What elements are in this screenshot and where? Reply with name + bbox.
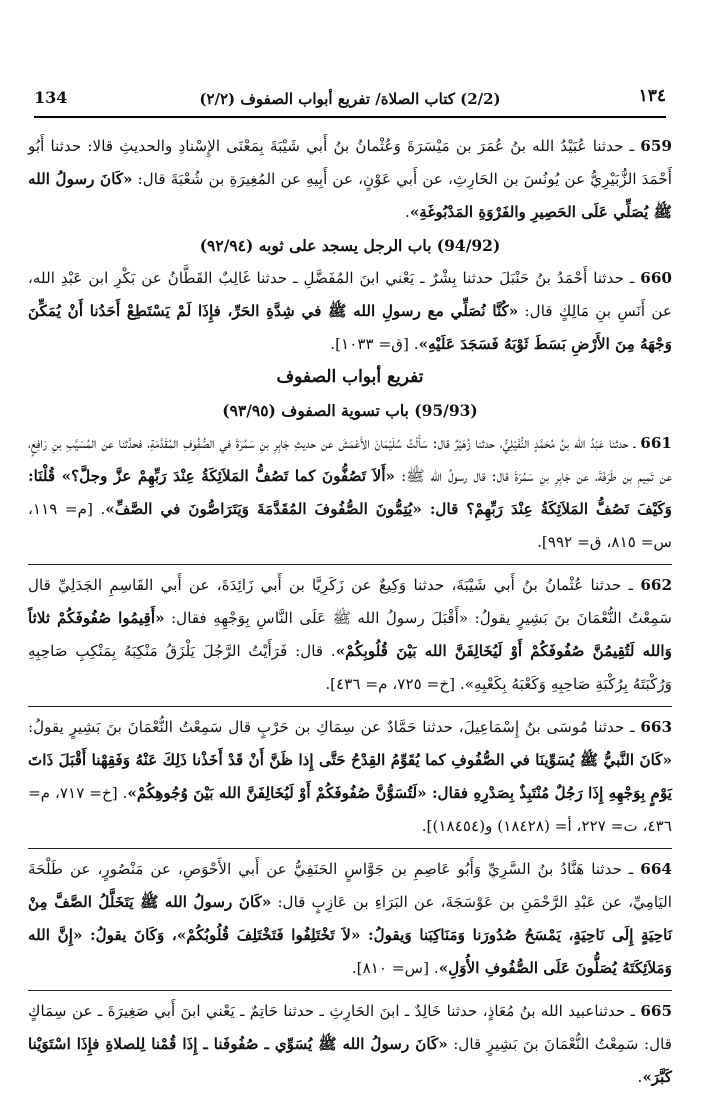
hadith-isnad: ـ حدثنا عَبْدُ الله بنُ مُحَمَّدٍ النُّفَيْلِيُّ، حدثنا زُهَيْرٌ قال: سَأَلْتُ سُلَيْمَانَ الأَعْمَشَ عن حديثِ جَابِرِ بنِ سَمُرَةَ في الصُّفُوفِ المُقَدَّمَةِ، فحدَّثنا عن المُسَيَّبِ بنِ رَافِعٍ، عن تَمِيمِ بن طَرَفَةَ، عن جَابِرِ بنِ سَمُرَةَ قال: قال رسولُ الله ﷺ: [28, 434, 673, 485]
divider [28, 990, 672, 991]
hadith-662 [28, 569, 672, 701]
hadith-663 [28, 711, 672, 843]
divider [28, 706, 672, 707]
chapter-heading: (95/93) باب تسوية الصفوف (٩٣/٩٥) [222, 401, 478, 420]
hadith-ref: . [637, 1068, 643, 1086]
hadith-661 [28, 427, 672, 559]
hadith-number: 664 [640, 860, 672, 878]
hadith-665 [28, 995, 672, 1094]
hadith-isnad: ـ حدثنا عُبَيْدُ الله بنُ عُمَرَ بن مَيْسَرَةَ وَعُثْمانُ بنُ أَبي شَيْبَةَ بِمَعْنَى الإِسْنادِ والحديثِ قالا: حدثنا أَبُو أَحْمَدَ الزُّبَيْرِيُّ عن يُونُسَ بن الحَارِثِ، عن أَبي عَوْنٍ، عن أَبِيهِ عن المُغِيرَةِ بن شُعْبَةَ قال: [28, 137, 672, 188]
page-header [34, 86, 666, 118]
hadith-ref: . [س= ٨١٠]. [351, 959, 439, 977]
page-number-latin: 134 [34, 88, 68, 107]
hadith-matn: «كَانَ النَّبيُّ ﷺ يُسَوِّينَا في الصُّفُوفِ كما يُقَوِّمُ القِدْحُ حَتَّى إِذا ظَنَّ أَنْ قَدْ أَخَذْنا ذَلِكَ عَنْهُ وَفَقِهْنا أَقْبَلَ ذَاتَ يَوْمٍ بِوَجْهِهِ إِذَا رَجُلٌ مُنْتَبِذٌ بِصَدْرِهِ فقال: «لَتُسَوُّنَّ صُفُوفَكُمْ أَوْ لَيُخَالِفَنَّ الله بَيْنَ وُجُوهِكُمْ» [28, 751, 673, 802]
hadith-number: 660 [640, 269, 672, 287]
divider [28, 564, 672, 565]
hadith-659 [28, 130, 672, 229]
hadith-isnad: ـ حدثنا أَحْمَدُ بنُ حَنْبَلَ حدثنا بِشْرٌ ـ يَعْني ابنَ المُفَضَّلِ ـ حدثنا غَالِبٌ القَطَّانُ عن بَكْرِ ابن عَبْدِ الله، عن أَنَسِ بنِ مَالِكٍ قال: [28, 269, 673, 320]
hadith-ref: . قال: فَرَأَيْتُ الرَّجُلَ يَلْزَقُ مَنْكِبَهُ بِمَنْكِبِ صَاحِبِهِ وَرُكْبَتَهُ بِرُكْبَةِ صَاحِبِهِ وَكَعْبَهُ بِكَعْبِهِ». [خ= ٧٢٥، م= ٤٣٦]. [28, 642, 672, 693]
hadith-matn: «كَانَ رسولُ الله ﷺ يُصَلِّي عَلَى الحَصِيرِ والفَرْوَةِ المَدْبُوغَةِ» [28, 170, 672, 221]
hadith-664 [28, 853, 672, 985]
hadith-number: 662 [640, 576, 673, 594]
chapter-heading: (94/92) باب الرجل يسجد على ثوبه (٩٢/٩٤) [199, 236, 501, 255]
hadith-isnad: ـ حدثناعبيد الله بنُ مُعَاذٍ، حدثنا خَالِدٌ ـ ابنَ الحَارِثِ ـ حدثنا حَاتِمٌ ـ يَعْني ابنَ أَبي صَغِيرَةَ ـ عن سِمَاكٍ قال: سَمِعْتُ النُّعْمَانَ بنَ بَشِيرٍ قال: [28, 1002, 672, 1053]
hadith-matn: «أَلاَ تَصُفُّونَ كما تَصُفُّ المَلاَئِكَةُ عِنْدَ رَبِّهِمْ عزَّ وجلَّ؟» قُلْنَا: وَكَيْفَ تَصُفُّ المَلاَئِكَةُ عِنْدَ رَبِّهِمْ؟ قال: «يُتِمُّونَ الصُّفُوفَ المُقَدَّمَةَ وَيَتَرَاصُّونَ في الصَّفِّ» [28, 467, 672, 518]
page-number-arabic: ١٣٤ [638, 86, 666, 106]
hadith-number: 661 [640, 434, 672, 452]
hadith-matn: «أَقِيمُوا صُفُوفَكُمْ ثلاثاً وَالله لَتُقِيمُنَّ صُفُوفَكُمْ أَوْ لَيُخَالِفَنَّ الله بَيْنَ قُلُوبِكُمْ» [28, 609, 672, 660]
hadith-660 [28, 262, 672, 361]
hadith-ref: . [خ= ٧١٧، م= ٤٣٦، ت= ٢٢٧، أ= (١٨٤٢٨) و(١٨٤٥٤)]. [28, 784, 672, 835]
hadith-isnad: ـ حدثنا عُثْمانُ بنُ أَبي شَيْبَةَ، حدثنا وَكِيعٌ عن زَكَرِيَّا بن أَبي زَائِدَةَ، عن أَبي القَاسِمِ الجَدَلِيِّ قال سَمِعْتُ النُّعْمَانَ بنَ بَشِيرٍ يقولُ: «أَقْبَلَ رسولُ الله ﷺ عَلَى النَّاسِ بِوَجْهِهِ فقال: [28, 576, 672, 627]
hadith-number: 665 [640, 1002, 673, 1020]
text-body [28, 130, 672, 1094]
section-heading: تفريع أبواب الصفوف [276, 367, 424, 387]
divider [28, 848, 672, 849]
hadith-matn: «كُنَّا نُصَلِّي مع رسولِ الله ﷺ في شِدَّةِ الحَرِّ، فإِذَا لَمْ يَسْتَطِعْ أَحَدُنا أَنْ يُمَكِّنَ وَجْهَهُ مِنَ الأَرْضِ بَسَطَ ثَوْبَهُ فَسَجَدَ عَلَيْهِ» [28, 302, 672, 353]
hadith-ref: . [ق= ١٠٣٣]. [330, 335, 419, 353]
hadith-ref: . [404, 203, 410, 221]
hadith-number: 659 [640, 137, 672, 155]
hadith-number: 663 [640, 718, 673, 736]
running-title: (2/2) كتاب الصلاة/ تفريع أبواب الصفوف (٢/٢) [199, 90, 501, 108]
hadith-isnad: ـ حدثنا هَنَّادُ بنُ السَّرِيِّ وَأَبُو عَاصِمِ بن جَوَّاسٍ الحَنَفِيُّ عن أَبي الأَحْوَصِ، عن مَنْصُورٍ، عن طَلْحَةَ اليَامِيِّ، عن عَبْدِ الرَّحْمَنِ بن عَوْسَجَةَ، عن البَرَاءِ بن عَازِبٍ قال: [28, 860, 672, 911]
hadith-matn: «كَانَ رسولُ الله ﷺ يَتَخَلَّلُ الصَّفَّ مِنْ نَاحِيَةٍ إِلَى نَاحِيَةٍ، يَمْسَحُ صُدُورَنا وَمَنَاكِبَنا وَيقولُ: «لاَ تَخْتَلِفُوا فَتَخْتَلِفَ قُلُوبُكُمْ»، وَكَانَ يقولُ: «إِنَّ الله وَمَلاَئِكَتَهُ يُصَلُّونَ عَلَى الصُّفُوفِ الأُوَلِ» [28, 893, 672, 977]
hadith-isnad: ـ حدثنا مُوسَى بنُ إِسْمَاعِيلَ، حدثنا حَمَّادٌ عن سِمَاكِ بن حَرْبٍ قال سَمِعْتُ النُّعْمَانَ بنَ بَشِيرٍ يقولُ: [28, 718, 635, 736]
hadith-ref: . [م= ١١٩، س= ٨١٥، ق= ٩٩٢]. [28, 500, 672, 551]
hadith-matn: «كَانَ رسولُ الله ﷺ يُسَوِّي ـ صُفُوفَنا ـ إِذَا قُمْنا لِلصلاةِ فإِذَا اسْتَوَيْنا كَبَّرَ» [28, 1035, 672, 1086]
